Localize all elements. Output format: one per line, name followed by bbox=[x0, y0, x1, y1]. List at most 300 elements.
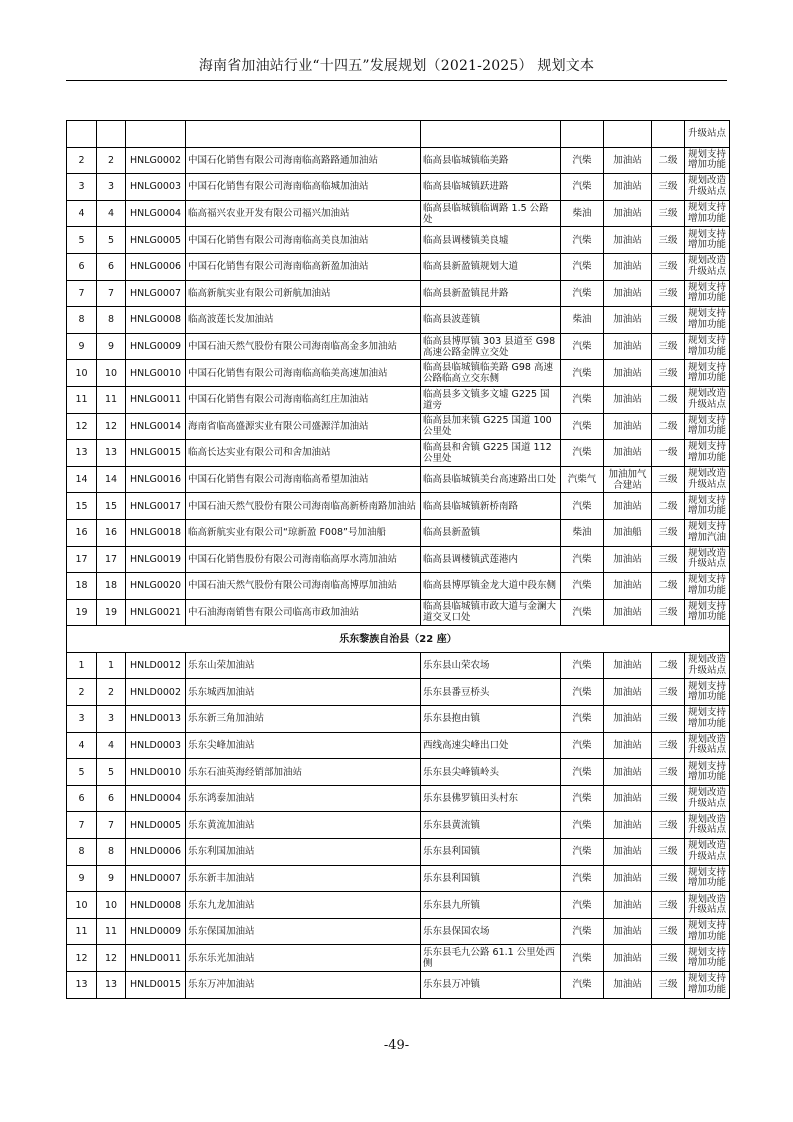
cell-station-address: 临高县博厚镇 303 县道至 G98 高速公路金牌立交处 bbox=[421, 333, 561, 360]
cell-empty bbox=[652, 121, 685, 148]
cell-fuel-type: 汽柴 bbox=[561, 546, 604, 573]
cell-station-name: 中国石油天然气股份有限公司海南临高博厚加油站 bbox=[186, 573, 421, 600]
table-row bbox=[67, 785, 730, 812]
cell-serial-number: 8 bbox=[67, 839, 97, 866]
cell-serial-number: 14 bbox=[67, 466, 97, 493]
cell-station-name: 中国石化销售股份有限公司海南临高厚水湾加油站 bbox=[186, 546, 421, 573]
cell-station-grade: 二级 bbox=[652, 413, 685, 440]
cell-station-grade: 三级 bbox=[652, 839, 685, 866]
cell-station-type: 加油站 bbox=[604, 493, 652, 520]
cell-plan-note: 规划改造升级站点 bbox=[685, 785, 730, 812]
cell-station-type: 加油站 bbox=[604, 573, 652, 600]
cell-county-number: 17 bbox=[97, 546, 126, 573]
cell-serial-number: 6 bbox=[67, 253, 97, 280]
cell-plan-note: 规划支持增加功能 bbox=[685, 573, 730, 600]
cell-station-type: 加油船 bbox=[604, 519, 652, 546]
table-row bbox=[67, 519, 730, 546]
cell-county-number: 15 bbox=[97, 493, 126, 520]
cell-station-code: HNLG0007 bbox=[126, 280, 186, 307]
cell-station-address: 乐东县番豆桥头 bbox=[421, 679, 561, 706]
cell-station-code: HNLG0003 bbox=[126, 174, 186, 201]
cell-county-number: 19 bbox=[97, 599, 126, 626]
cell-serial-number: 1 bbox=[67, 652, 97, 679]
cell-county-number: 2 bbox=[97, 147, 126, 174]
table-row bbox=[67, 945, 730, 972]
cell-station-grade: 三级 bbox=[652, 945, 685, 972]
cell-station-address: 乐东县抱由镇 bbox=[421, 706, 561, 733]
cell-station-address: 临高县临城镇临美路 bbox=[421, 147, 561, 174]
cell-serial-number: 18 bbox=[67, 573, 97, 600]
cell-serial-number: 2 bbox=[67, 147, 97, 174]
cell-plan-note: 规划改造升级站点 bbox=[685, 253, 730, 280]
cell-fuel-type: 柴油 bbox=[561, 519, 604, 546]
cell-county-number: 9 bbox=[97, 865, 126, 892]
cell-plan-note: 规划支持增加功能 bbox=[685, 706, 730, 733]
cell-plan-note: 规划支持增加功能 bbox=[685, 360, 730, 387]
cell-fuel-type: 汽柴 bbox=[561, 812, 604, 839]
cell-station-code: HNLD0008 bbox=[126, 892, 186, 919]
table-row bbox=[67, 759, 730, 786]
table-row bbox=[67, 280, 730, 307]
cell-county-number: 11 bbox=[97, 918, 126, 945]
cell-fuel-type: 汽柴 bbox=[561, 652, 604, 679]
cell-plan-note: 规划改造升级站点 bbox=[685, 386, 730, 413]
cell-station-code: HNLG0015 bbox=[126, 440, 186, 467]
table-row bbox=[67, 307, 730, 334]
cell-station-type: 加油站 bbox=[604, 918, 652, 945]
cell-fuel-type: 汽柴 bbox=[561, 493, 604, 520]
table-row bbox=[67, 679, 730, 706]
cell-station-grade: 三级 bbox=[652, 706, 685, 733]
cell-serial-number: 4 bbox=[67, 200, 97, 227]
cell-station-code: HNLG0018 bbox=[126, 519, 186, 546]
continued-note: 升级站点 bbox=[685, 121, 730, 148]
cell-fuel-type: 汽柴 bbox=[561, 253, 604, 280]
cell-serial-number: 11 bbox=[67, 918, 97, 945]
cell-station-code: HNLG0005 bbox=[126, 227, 186, 254]
cell-serial-number: 10 bbox=[67, 360, 97, 387]
cell-county-number: 11 bbox=[97, 386, 126, 413]
cell-station-grade: 三级 bbox=[652, 812, 685, 839]
cell-county-number: 9 bbox=[97, 333, 126, 360]
cell-station-name: 乐东山荣加油站 bbox=[186, 652, 421, 679]
cell-serial-number: 16 bbox=[67, 519, 97, 546]
cell-station-code: HNLD0007 bbox=[126, 865, 186, 892]
cell-plan-note: 规划支持增加功能 bbox=[685, 599, 730, 626]
cell-county-number: 12 bbox=[97, 413, 126, 440]
continued-row bbox=[67, 121, 730, 148]
cell-station-code: HNLD0011 bbox=[126, 945, 186, 972]
cell-station-address: 乐东县利国镇 bbox=[421, 839, 561, 866]
cell-station-address: 临高县临城镇新桥南路 bbox=[421, 493, 561, 520]
cell-station-grade: 二级 bbox=[652, 386, 685, 413]
cell-fuel-type: 汽柴 bbox=[561, 785, 604, 812]
cell-station-grade: 三级 bbox=[652, 759, 685, 786]
cell-station-type: 加油站 bbox=[604, 200, 652, 227]
cell-plan-note: 规划支持增加功能 bbox=[685, 679, 730, 706]
cell-station-address: 临高县新盈镇规划大道 bbox=[421, 253, 561, 280]
cell-fuel-type: 汽柴 bbox=[561, 599, 604, 626]
cell-station-name: 临高长达实业有限公司和舍加油站 bbox=[186, 440, 421, 467]
cell-station-name: 乐东鸿泰加油站 bbox=[186, 785, 421, 812]
cell-empty bbox=[604, 121, 652, 148]
cell-fuel-type: 汽柴 bbox=[561, 280, 604, 307]
cell-station-code: HNLG0004 bbox=[126, 200, 186, 227]
cell-station-type: 加油站 bbox=[604, 440, 652, 467]
cell-station-code: HNLD0004 bbox=[126, 785, 186, 812]
table-row bbox=[67, 227, 730, 254]
cell-serial-number: 8 bbox=[67, 307, 97, 334]
cell-station-address: 临高县临城镇美台高速路出口处 bbox=[421, 466, 561, 493]
cell-station-name: 中国石化销售有限公司海南临高红庄加油站 bbox=[186, 386, 421, 413]
cell-station-name: 海南省临高盛源实业有限公司盛源洋加油站 bbox=[186, 413, 421, 440]
cell-station-type: 加油站 bbox=[604, 945, 652, 972]
cell-station-code: HNLD0009 bbox=[126, 918, 186, 945]
cell-county-number: 1 bbox=[97, 652, 126, 679]
cell-station-type: 加油站 bbox=[604, 732, 652, 759]
cell-plan-note: 规划支持增加功能 bbox=[685, 918, 730, 945]
cell-station-grade: 二级 bbox=[652, 147, 685, 174]
cell-station-grade: 三级 bbox=[652, 785, 685, 812]
cell-empty bbox=[421, 121, 561, 148]
table-row bbox=[67, 147, 730, 174]
cell-station-type: 加油站 bbox=[604, 333, 652, 360]
cell-station-name: 乐东黄流加油站 bbox=[186, 812, 421, 839]
cell-station-address: 临高县新盈镇 bbox=[421, 519, 561, 546]
cell-serial-number: 7 bbox=[67, 812, 97, 839]
table-row bbox=[67, 253, 730, 280]
table-row bbox=[67, 573, 730, 600]
cell-station-code: HNLG0006 bbox=[126, 253, 186, 280]
cell-plan-note: 规划支持增加功能 bbox=[685, 333, 730, 360]
cell-station-type: 加油加气合建站 bbox=[604, 466, 652, 493]
cell-empty bbox=[186, 121, 421, 148]
cell-plan-note: 规划支持增加功能 bbox=[685, 227, 730, 254]
cell-station-name: 中石油海南销售有限公司临高市政加油站 bbox=[186, 599, 421, 626]
cell-station-type: 加油站 bbox=[604, 280, 652, 307]
cell-fuel-type: 汽柴 bbox=[561, 333, 604, 360]
cell-station-address: 乐东县山荣农场 bbox=[421, 652, 561, 679]
cell-fuel-type: 汽柴 bbox=[561, 227, 604, 254]
cell-plan-note: 规划支持增加功能 bbox=[685, 413, 730, 440]
cell-county-number: 7 bbox=[97, 280, 126, 307]
cell-station-address: 临高县临城镇临调路 1.5 公路处 bbox=[421, 200, 561, 227]
cell-station-name: 乐东城西加油站 bbox=[186, 679, 421, 706]
table-row bbox=[67, 333, 730, 360]
table-row bbox=[67, 466, 730, 493]
cell-plan-note: 规划改造升级站点 bbox=[685, 546, 730, 573]
cell-plan-note: 规划支持增加功能 bbox=[685, 440, 730, 467]
cell-plan-note: 规划改造升级站点 bbox=[685, 466, 730, 493]
cell-station-code: HNLG0021 bbox=[126, 599, 186, 626]
cell-station-address: 临高县加来镇 G225 国道 100 公里处 bbox=[421, 413, 561, 440]
cell-county-number: 4 bbox=[97, 200, 126, 227]
table-row bbox=[67, 812, 730, 839]
cell-county-number: 10 bbox=[97, 360, 126, 387]
cell-station-type: 加油站 bbox=[604, 892, 652, 919]
table-row bbox=[67, 546, 730, 573]
cell-station-type: 加油站 bbox=[604, 599, 652, 626]
cell-station-type: 加油站 bbox=[604, 360, 652, 387]
station-plan-table bbox=[66, 120, 730, 999]
page-number: -49- bbox=[383, 1038, 410, 1053]
cell-station-type: 加油站 bbox=[604, 307, 652, 334]
cell-fuel-type: 汽柴 bbox=[561, 706, 604, 733]
cell-station-type: 加油站 bbox=[604, 865, 652, 892]
cell-station-address: 乐东县九所镇 bbox=[421, 892, 561, 919]
cell-station-grade: 三级 bbox=[652, 519, 685, 546]
cell-station-grade: 三级 bbox=[652, 360, 685, 387]
cell-county-number: 5 bbox=[97, 227, 126, 254]
cell-station-address: 临高县临城镇临美路 G98 高速公路临高立交东侧 bbox=[421, 360, 561, 387]
cell-station-name: 乐东乐光加油站 bbox=[186, 945, 421, 972]
cell-county-number: 12 bbox=[97, 945, 126, 972]
cell-station-name: 乐东石油英海经销部加油站 bbox=[186, 759, 421, 786]
cell-serial-number: 5 bbox=[67, 227, 97, 254]
cell-station-type: 加油站 bbox=[604, 679, 652, 706]
cell-plan-note: 规划支持增加功能 bbox=[685, 945, 730, 972]
cell-station-code: HNLD0013 bbox=[126, 706, 186, 733]
cell-station-grade: 三级 bbox=[652, 546, 685, 573]
cell-station-grade: 三级 bbox=[652, 599, 685, 626]
cell-serial-number: 3 bbox=[67, 706, 97, 733]
table-row bbox=[67, 599, 730, 626]
cell-plan-note: 规划支持增加功能 bbox=[685, 493, 730, 520]
cell-station-grade: 三级 bbox=[652, 253, 685, 280]
cell-station-name: 中国石化销售有限公司海南临高美良加油站 bbox=[186, 227, 421, 254]
cell-station-grade: 三级 bbox=[652, 280, 685, 307]
cell-station-code: HNLG0002 bbox=[126, 147, 186, 174]
table-row bbox=[67, 918, 730, 945]
cell-station-address: 乐东县佛罗镇田头村东 bbox=[421, 785, 561, 812]
cell-station-address: 临高县博厚镇金龙大道中段东侧 bbox=[421, 573, 561, 600]
cell-station-grade: 二级 bbox=[652, 493, 685, 520]
table-row bbox=[67, 839, 730, 866]
cell-fuel-type: 汽柴 bbox=[561, 732, 604, 759]
cell-fuel-type: 汽柴 bbox=[561, 679, 604, 706]
cell-station-type: 加油站 bbox=[604, 812, 652, 839]
cell-serial-number: 7 bbox=[67, 280, 97, 307]
cell-serial-number: 13 bbox=[67, 972, 97, 999]
cell-station-name: 中国石化销售有限公司海南临高希望加油站 bbox=[186, 466, 421, 493]
cell-station-address: 临高县临城镇跃进路 bbox=[421, 174, 561, 201]
page-header: 海南省加油站行业“十四五”发展规划（2021-2025） 规划文本 bbox=[198, 58, 595, 74]
cell-empty bbox=[561, 121, 604, 148]
cell-station-type: 加油站 bbox=[604, 413, 652, 440]
cell-county-number: 14 bbox=[97, 466, 126, 493]
cell-serial-number: 9 bbox=[67, 865, 97, 892]
cell-plan-note: 规划支持增加功能 bbox=[685, 280, 730, 307]
cell-station-grade: 二级 bbox=[652, 573, 685, 600]
cell-station-name: 乐东新三角加油站 bbox=[186, 706, 421, 733]
cell-station-code: HNLG0010 bbox=[126, 360, 186, 387]
cell-fuel-type: 汽柴 bbox=[561, 892, 604, 919]
cell-plan-note: 规划改造升级站点 bbox=[685, 174, 730, 201]
cell-county-number: 13 bbox=[97, 972, 126, 999]
cell-station-code: HNLG0009 bbox=[126, 333, 186, 360]
cell-plan-note: 规划支持增加功能 bbox=[685, 200, 730, 227]
cell-station-type: 加油站 bbox=[604, 759, 652, 786]
cell-station-address: 临高县新盈镇昆井路 bbox=[421, 280, 561, 307]
table-row bbox=[67, 493, 730, 520]
cell-fuel-type: 汽柴 bbox=[561, 440, 604, 467]
cell-station-code: HNLG0017 bbox=[126, 493, 186, 520]
cell-station-code: HNLG0008 bbox=[126, 307, 186, 334]
cell-station-grade: 三级 bbox=[652, 972, 685, 999]
cell-plan-note: 规划改造升级站点 bbox=[685, 652, 730, 679]
cell-station-address: 乐东县利国镇 bbox=[421, 865, 561, 892]
cell-station-type: 加油站 bbox=[604, 652, 652, 679]
cell-station-name: 乐东保国加油站 bbox=[186, 918, 421, 945]
cell-station-name: 乐东利国加油站 bbox=[186, 839, 421, 866]
table-row bbox=[67, 732, 730, 759]
cell-fuel-type: 汽柴 bbox=[561, 174, 604, 201]
cell-county-number: 13 bbox=[97, 440, 126, 467]
cell-station-grade: 三级 bbox=[652, 307, 685, 334]
cell-station-address: 临高县和舍镇 G225 国道 112 公里处 bbox=[421, 440, 561, 467]
cell-serial-number: 6 bbox=[67, 785, 97, 812]
cell-station-address: 乐东县尖峰镇岭头 bbox=[421, 759, 561, 786]
cell-fuel-type: 汽柴 bbox=[561, 972, 604, 999]
cell-station-name: 中国石化销售有限公司海南临高路路通加油站 bbox=[186, 147, 421, 174]
cell-empty bbox=[67, 121, 97, 148]
cell-station-name: 中国石化销售有限公司海南临高临美高速加油站 bbox=[186, 360, 421, 387]
table-row bbox=[67, 972, 730, 999]
cell-station-name: 乐东新丰加油站 bbox=[186, 865, 421, 892]
cell-county-number: 6 bbox=[97, 785, 126, 812]
cell-station-name: 临高新航实业有限公司新航加油站 bbox=[186, 280, 421, 307]
cell-station-name: 中国石油天然气股份有限公司海南临高新桥南路加油站 bbox=[186, 493, 421, 520]
cell-station-type: 加油站 bbox=[604, 386, 652, 413]
cell-fuel-type: 汽柴气 bbox=[561, 466, 604, 493]
cell-station-address: 临高县波莲镇 bbox=[421, 307, 561, 334]
cell-station-grade: 三级 bbox=[652, 466, 685, 493]
cell-station-grade: 三级 bbox=[652, 679, 685, 706]
cell-serial-number: 4 bbox=[67, 732, 97, 759]
cell-station-grade: 一级 bbox=[652, 440, 685, 467]
cell-fuel-type: 汽柴 bbox=[561, 759, 604, 786]
cell-fuel-type: 汽柴 bbox=[561, 386, 604, 413]
section-title: 乐东黎族自治县（22 座） bbox=[67, 626, 730, 653]
cell-station-name: 中国石化销售有限公司海南临高新盈加油站 bbox=[186, 253, 421, 280]
cell-plan-note: 规划改造升级站点 bbox=[685, 839, 730, 866]
cell-fuel-type: 柴油 bbox=[561, 200, 604, 227]
cell-county-number: 3 bbox=[97, 706, 126, 733]
table-row bbox=[67, 440, 730, 467]
cell-station-name: 临高新航实业有限公司“琼新盈 F008”号加油船 bbox=[186, 519, 421, 546]
cell-station-type: 加油站 bbox=[604, 174, 652, 201]
cell-plan-note: 规划改造升级站点 bbox=[685, 812, 730, 839]
cell-station-code: HNLD0002 bbox=[126, 679, 186, 706]
cell-serial-number: 12 bbox=[67, 945, 97, 972]
cell-serial-number: 3 bbox=[67, 174, 97, 201]
cell-station-code: HNLD0003 bbox=[126, 732, 186, 759]
cell-county-number: 10 bbox=[97, 892, 126, 919]
table-row bbox=[67, 892, 730, 919]
cell-station-code: HNLD0010 bbox=[126, 759, 186, 786]
cell-station-type: 加油站 bbox=[604, 253, 652, 280]
cell-station-address: 乐东县黄流镇 bbox=[421, 812, 561, 839]
cell-station-grade: 三级 bbox=[652, 227, 685, 254]
table-row bbox=[67, 386, 730, 413]
cell-serial-number: 5 bbox=[67, 759, 97, 786]
cell-station-name: 临高福兴农业开发有限公司福兴加油站 bbox=[186, 200, 421, 227]
cell-station-address: 乐东县万冲镇 bbox=[421, 972, 561, 999]
cell-fuel-type: 汽柴 bbox=[561, 945, 604, 972]
table-row bbox=[67, 200, 730, 227]
cell-station-grade: 三级 bbox=[652, 892, 685, 919]
cell-station-address: 临高县临城镇市政大道与金澜大道交叉口处 bbox=[421, 599, 561, 626]
section-row bbox=[67, 626, 730, 653]
cell-station-name: 中国石油天然气股份有限公司海南临高金多加油站 bbox=[186, 333, 421, 360]
cell-county-number: 16 bbox=[97, 519, 126, 546]
cell-station-code: HNLG0011 bbox=[126, 386, 186, 413]
cell-fuel-type: 汽柴 bbox=[561, 360, 604, 387]
cell-station-type: 加油站 bbox=[604, 839, 652, 866]
cell-station-code: HNLG0019 bbox=[126, 546, 186, 573]
cell-county-number: 3 bbox=[97, 174, 126, 201]
cell-station-address: 临高县调楼镇美良墟 bbox=[421, 227, 561, 254]
cell-county-number: 8 bbox=[97, 839, 126, 866]
cell-station-name: 中国石化销售有限公司海南临高临城加油站 bbox=[186, 174, 421, 201]
cell-station-grade: 三级 bbox=[652, 174, 685, 201]
cell-serial-number: 12 bbox=[67, 413, 97, 440]
cell-serial-number: 19 bbox=[67, 599, 97, 626]
cell-fuel-type: 汽柴 bbox=[561, 413, 604, 440]
cell-plan-note: 规划支持增加功能 bbox=[685, 865, 730, 892]
cell-county-number: 7 bbox=[97, 812, 126, 839]
cell-station-address: 乐东县保国农场 bbox=[421, 918, 561, 945]
table-row bbox=[67, 413, 730, 440]
cell-station-name: 乐东万冲加油站 bbox=[186, 972, 421, 999]
cell-fuel-type: 汽柴 bbox=[561, 865, 604, 892]
cell-station-type: 加油站 bbox=[604, 147, 652, 174]
cell-serial-number: 17 bbox=[67, 546, 97, 573]
cell-station-code: HNLD0006 bbox=[126, 839, 186, 866]
cell-station-type: 加油站 bbox=[604, 706, 652, 733]
cell-county-number: 4 bbox=[97, 732, 126, 759]
cell-station-name: 临高波莲长发加油站 bbox=[186, 307, 421, 334]
cell-county-number: 18 bbox=[97, 573, 126, 600]
cell-fuel-type: 汽柴 bbox=[561, 918, 604, 945]
cell-station-name: 乐东九龙加油站 bbox=[186, 892, 421, 919]
cell-station-name: 乐东尖峰加油站 bbox=[186, 732, 421, 759]
cell-fuel-type: 柴油 bbox=[561, 307, 604, 334]
cell-station-grade: 三级 bbox=[652, 918, 685, 945]
cell-county-number: 6 bbox=[97, 253, 126, 280]
cell-plan-note: 规划支持增加功能 bbox=[685, 307, 730, 334]
cell-station-address: 临高县多文镇多文墟 G225 国道旁 bbox=[421, 386, 561, 413]
table-body bbox=[67, 121, 730, 999]
table-row bbox=[67, 360, 730, 387]
cell-fuel-type: 汽柴 bbox=[561, 573, 604, 600]
cell-station-grade: 三级 bbox=[652, 732, 685, 759]
table-row bbox=[67, 652, 730, 679]
cell-serial-number: 10 bbox=[67, 892, 97, 919]
cell-plan-note: 规划支持增加功能 bbox=[685, 759, 730, 786]
header-rule bbox=[66, 80, 727, 81]
cell-station-code: HNLG0016 bbox=[126, 466, 186, 493]
cell-station-type: 加油站 bbox=[604, 227, 652, 254]
cell-fuel-type: 汽柴 bbox=[561, 147, 604, 174]
cell-station-code: HNLG0014 bbox=[126, 413, 186, 440]
cell-serial-number: 15 bbox=[67, 493, 97, 520]
cell-county-number: 2 bbox=[97, 679, 126, 706]
cell-serial-number: 9 bbox=[67, 333, 97, 360]
cell-station-address: 西线高速尖峰出口处 bbox=[421, 732, 561, 759]
cell-station-code: HNLD0012 bbox=[126, 652, 186, 679]
cell-station-type: 加油站 bbox=[604, 972, 652, 999]
